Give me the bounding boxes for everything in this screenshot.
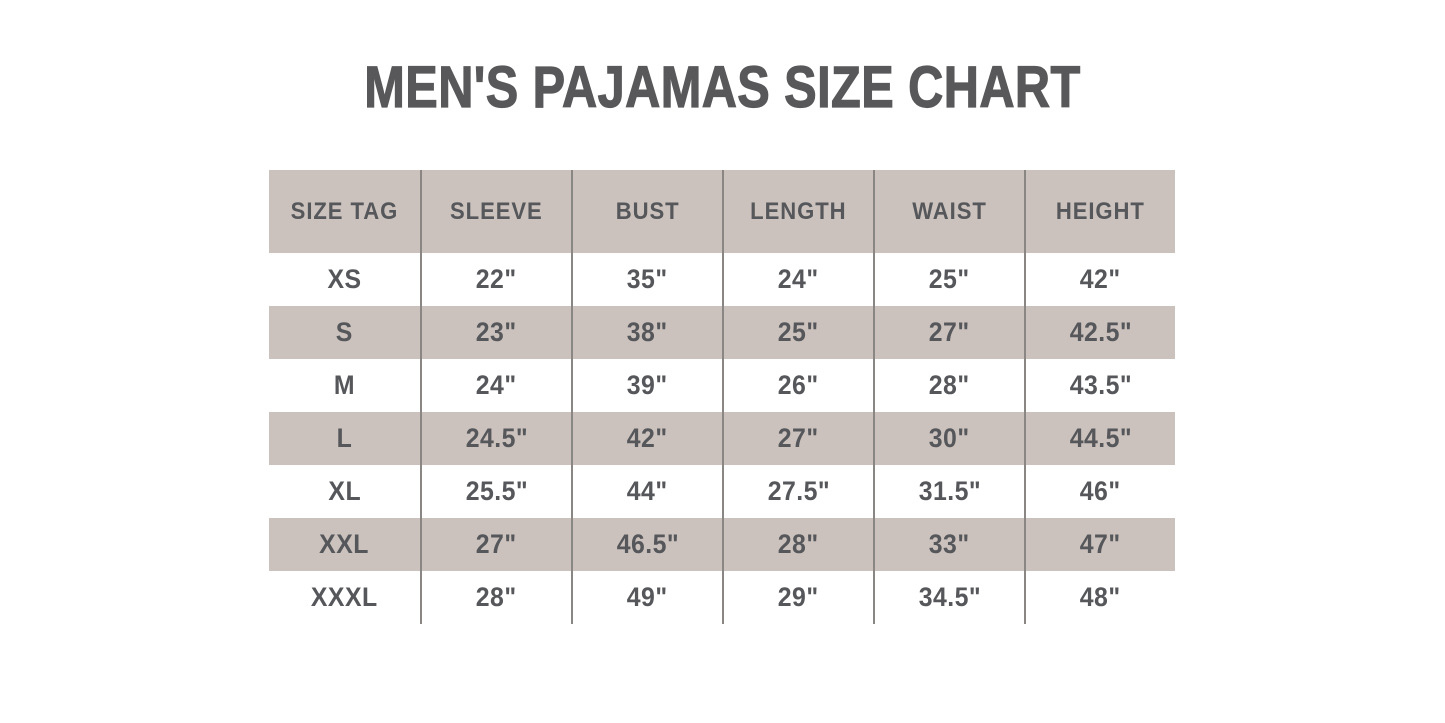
column-header: [420, 170, 571, 253]
measurement-cell: [571, 253, 722, 306]
column-header: [1024, 170, 1175, 253]
measurement-cell: [571, 518, 722, 571]
measurement-cell: [420, 518, 571, 571]
cell-value: 25": [778, 317, 819, 347]
measurement-cell: [420, 253, 571, 306]
measurement-cell: [1024, 465, 1175, 518]
measurement-cell: [873, 306, 1024, 359]
table-row: [269, 518, 1175, 571]
measurement-cell: [1024, 518, 1175, 571]
cell-value: 46.5": [616, 529, 679, 559]
column-header: [722, 170, 873, 253]
cell-value: 38": [627, 317, 668, 347]
size-tag-cell: [269, 253, 420, 306]
measurement-cell: [420, 359, 571, 412]
column-header-label: SIZE TAG: [290, 197, 399, 225]
measurement-cell: [722, 412, 873, 465]
cell-value: 42.5": [1069, 317, 1132, 347]
column-header-label: HEIGHT: [1056, 197, 1145, 225]
cell-value: 22": [476, 264, 517, 294]
cell-value: 44": [627, 476, 668, 506]
measurement-cell: [722, 306, 873, 359]
cell-value: S: [335, 317, 354, 347]
cell-value: L: [336, 423, 353, 453]
measurement-cell: [1024, 571, 1175, 624]
cell-value: 47": [1080, 529, 1121, 559]
column-header: [269, 170, 420, 253]
measurement-cell: [722, 359, 873, 412]
cell-value: 33": [929, 529, 970, 559]
cell-value: 24": [778, 264, 819, 294]
column-header-label: LENGTH: [750, 197, 847, 225]
cell-value: 25": [929, 264, 970, 294]
cell-value: 30": [929, 423, 970, 453]
measurement-cell: [420, 412, 571, 465]
cell-value: 34.5": [918, 582, 981, 612]
size-table: [269, 170, 1175, 624]
cell-value: 24": [476, 370, 517, 400]
cell-value: 44.5": [1069, 423, 1132, 453]
measurement-cell: [571, 359, 722, 412]
measurement-cell: [722, 253, 873, 306]
cell-value: M: [333, 370, 356, 400]
measurement-cell: [571, 571, 722, 624]
cell-value: 27": [929, 317, 970, 347]
table-row: [269, 253, 1175, 306]
table-row: [269, 412, 1175, 465]
measurement-cell: [722, 571, 873, 624]
size-tag-cell: [269, 306, 420, 359]
cell-value: 27.5": [767, 476, 830, 506]
measurement-cell: [1024, 412, 1175, 465]
measurement-cell: [571, 412, 722, 465]
size-tag-cell: [269, 465, 420, 518]
measurement-cell: [873, 518, 1024, 571]
table-row: [269, 306, 1175, 359]
table-row: [269, 465, 1175, 518]
measurement-cell: [571, 306, 722, 359]
cell-value: XXL: [319, 529, 370, 559]
cell-value: 31.5": [918, 476, 981, 506]
measurement-cell: [1024, 359, 1175, 412]
measurement-cell: [873, 359, 1024, 412]
cell-value: 48": [1080, 582, 1121, 612]
table-row: [269, 571, 1175, 624]
measurement-cell: [420, 306, 571, 359]
cell-value: 43.5": [1069, 370, 1132, 400]
cell-value: XXXL: [311, 582, 378, 612]
measurement-cell: [873, 465, 1024, 518]
table-row: [269, 359, 1175, 412]
cell-value: 23": [476, 317, 517, 347]
cell-value: 35": [627, 264, 668, 294]
measurement-cell: [420, 571, 571, 624]
column-header-label: BUST: [615, 197, 680, 225]
cell-value: 27": [778, 423, 819, 453]
column-header-label: SLEEVE: [450, 197, 543, 225]
cell-value: 26": [778, 370, 819, 400]
measurement-cell: [571, 465, 722, 518]
page-title: MEN'S PAJAMAS SIZE CHART: [364, 55, 1081, 120]
measurement-cell: [1024, 253, 1175, 306]
cell-value: 28": [778, 529, 819, 559]
column-header: [571, 170, 722, 253]
size-tag-cell: [269, 571, 420, 624]
cell-value: 25.5": [465, 476, 528, 506]
measurement-cell: [1024, 306, 1175, 359]
measurement-cell: [722, 518, 873, 571]
cell-value: 28": [929, 370, 970, 400]
cell-value: 42": [1080, 264, 1121, 294]
cell-value: 27": [476, 529, 517, 559]
column-header: [873, 170, 1024, 253]
cell-value: 49": [627, 582, 668, 612]
measurement-cell: [873, 412, 1024, 465]
cell-value: 39": [627, 370, 668, 400]
cell-value: 29": [778, 582, 819, 612]
size-tag-cell: [269, 518, 420, 571]
cell-value: 42": [627, 423, 668, 453]
cell-value: XS: [327, 264, 362, 294]
cell-value: 46": [1080, 476, 1121, 506]
measurement-cell: [420, 465, 571, 518]
measurement-cell: [873, 253, 1024, 306]
cell-value: 24.5": [465, 423, 528, 453]
table-body: [269, 253, 1175, 624]
measurement-cell: [722, 465, 873, 518]
size-tag-cell: [269, 412, 420, 465]
cell-value: XL: [328, 476, 361, 506]
size-tag-cell: [269, 359, 420, 412]
column-header-label: WAIST: [912, 197, 987, 225]
cell-value: 28": [476, 582, 517, 612]
measurement-cell: [873, 571, 1024, 624]
table-header-row: [269, 170, 1175, 253]
